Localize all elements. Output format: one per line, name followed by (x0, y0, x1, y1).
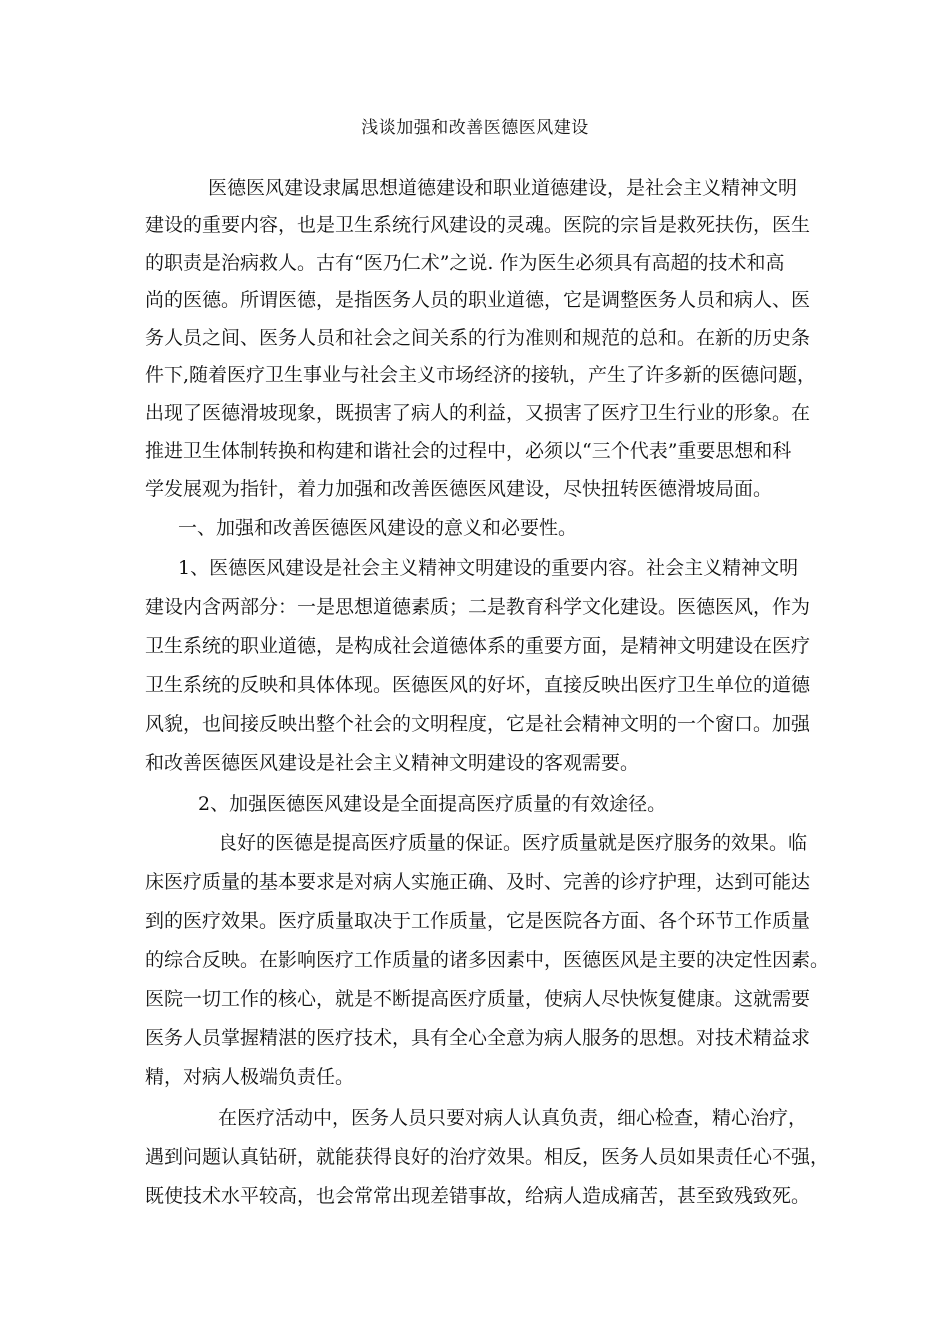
paragraph-line: 风貌，也间接反映出整个社会的文明程度，它是社会精神文明的一个窗口。加强 (145, 713, 811, 735)
paragraph-line: 卫生系统的职业道德，是构成社会道德体系的重要方面，是精神文明建设在医疗 (145, 635, 811, 657)
paragraph-line: 床医疗质量的基本要求是对病人实施正确、及时、完善的诊疗护理，达到可能达 (145, 871, 811, 893)
paragraph-line: 医院一切工作的核心，就是不断提高医疗质量，使病人尽快恢复健康。这就需要 (145, 988, 811, 1010)
paragraph-line: 的职责是治病救人。古有“医乃仁术”之说. 作为医生必须具有高超的技术和高 (145, 252, 785, 274)
section-heading: 2、加强医德医风建设是全面提高医疗质量的有效途径。 (198, 793, 667, 815)
paragraph-line: 建设内含两部分：一是思想道德素质；二是教育科学文化建设。医德医风，作为 (145, 596, 811, 618)
paragraph-line: 既使技术水平较高，也会常常出现差错事故，给病人造成痛苦，甚至致残致死。 (145, 1185, 811, 1207)
paragraph-line: 卫生系统的反映和具体体现。医德医风的好坏，直接反映出医疗卫生单位的道德 (145, 674, 811, 696)
paragraph-line: 1、医德医风建设是社会主义精神文明建设的重要内容。社会主义精神文明 (178, 557, 799, 579)
section-heading: 一、加强和改善医德医风建设的意义和必要性。 (178, 517, 578, 539)
paragraph-line: 建设的重要内容，也是卫生系统行风建设的灵魂。医院的宗旨是救死扶伤，医生 (145, 214, 811, 236)
paragraph-line: 在医疗活动中，医务人员只要对病人认真负责，细心检查，精心治疗， (218, 1107, 808, 1129)
paragraph-line: 遇到问题认真钻研，就能获得良好的治疗效果。相反，医务人员如果责任心不强， (145, 1146, 830, 1168)
paragraph-line: 精，对病人极端负责任。 (145, 1066, 355, 1088)
paragraph-line: 医务人员掌握精湛的医疗技术，具有全心全意为病人服务的思想。对技术精益求 (145, 1027, 811, 1049)
paragraph-line: 的综合反映。在影响医疗工作质量的诸多因素中，医德医风是主要的决定性因素。 (145, 949, 830, 971)
paragraph-line: 出现了医德滑坡现象，既损害了病人的利益，又损害了医疗卫生行业的形象。在 (145, 402, 811, 424)
paragraph-line: 推进卫生体制转换和构建和谐社会的过程中，必须以“三个代表”重要思想和科 (145, 440, 792, 462)
paragraph-line: 件下,随着医疗卫生事业与社会主义市场经济的接轨，产生了许多新的医德问题， (145, 364, 817, 386)
paragraph-line: 尚的医德。所谓医德，是指医务人员的职业道德，它是调整医务人员和病人、医 (145, 289, 811, 311)
paragraph-line: 良好的医德是提高医疗质量的保证。医疗质量就是医疗服务的效果。临 (218, 832, 808, 854)
paragraph-line: 务人员之间、医务人员和社会之间关系的行为准则和规范的总和。在新的历史条 (145, 327, 811, 349)
paragraph-line: 医德医风建设隶属思想道德建设和职业道德建设，是社会主义精神文明 (208, 177, 798, 199)
paragraph-line: 和改善医德医风建设是社会主义精神文明建设的客观需要。 (145, 752, 640, 774)
paragraph-line: 学发展观为指针，着力加强和改善医德医风建设，尽快扭转医德滑坡局面。 (145, 478, 773, 500)
paragraph-line: 到的医疗效果。医疗质量取决于工作质量，它是医院各方面、各个环节工作质量 (145, 910, 811, 932)
page-title: 浅谈加强和改善医德医风建设 (361, 118, 589, 138)
